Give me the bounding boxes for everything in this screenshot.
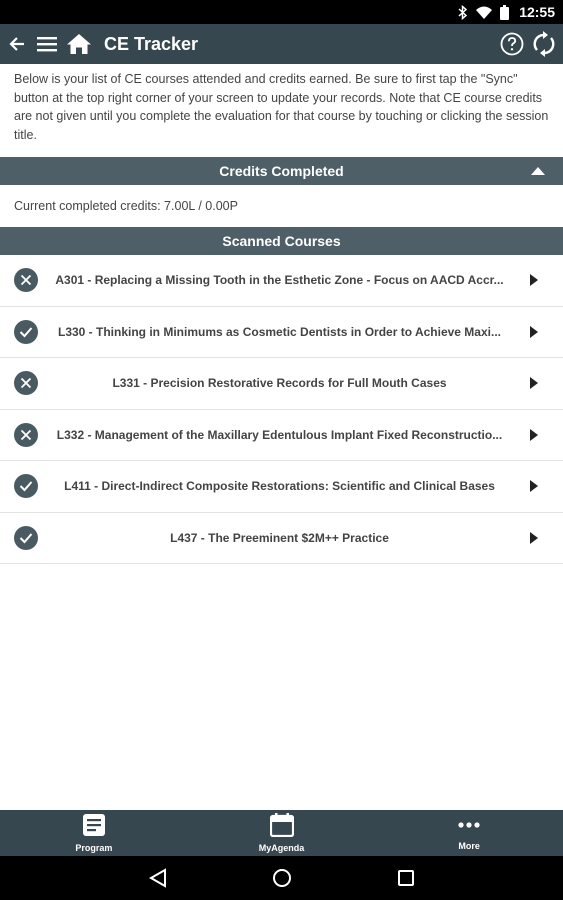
course-row[interactable] (0, 358, 563, 410)
credits-completed-title: Credits Completed (219, 163, 344, 179)
x-circle-icon (14, 268, 38, 292)
calendar-icon (270, 813, 294, 842)
system-recents-icon[interactable] (391, 863, 421, 893)
course-title: L411 - Direct-Indirect Composite Restorations: Scientific and Clinical Bases (64, 479, 495, 494)
status-bar (0, 0, 563, 24)
course-title: L437 - The Preeminent $2M++ Practice (170, 530, 389, 545)
course-row[interactable] (0, 410, 563, 462)
nav-label: Program (75, 843, 113, 853)
sync-icon[interactable] (529, 24, 559, 64)
course-row[interactable] (0, 513, 563, 565)
course-list (0, 255, 563, 564)
home-icon[interactable] (62, 24, 96, 64)
nav-myagenda[interactable] (188, 810, 376, 856)
check-circle-icon (14, 526, 38, 550)
bottom-nav (0, 810, 563, 856)
current-credits-text: Current completed credits: 7.00L / 0.00P (14, 199, 238, 213)
collapse-arrow-icon[interactable] (531, 157, 545, 185)
chevron-right-icon (519, 274, 549, 286)
course-title: A301 - Replacing a Missing Tooth in the Esthetic Zone - Focus on AACD Accr... (55, 273, 504, 288)
course-row[interactable] (0, 307, 563, 359)
chevron-right-icon (519, 377, 549, 389)
nav-program[interactable] (0, 810, 188, 856)
nav-label: MyAgenda (258, 843, 305, 853)
check-circle-icon (14, 320, 38, 344)
hamburger-menu-icon[interactable] (32, 24, 62, 64)
back-arrow-icon[interactable] (2, 24, 32, 64)
system-home-icon[interactable] (267, 863, 297, 893)
intro-text: Below is your list of CE courses attended and credits earned. Be sure to first tap the "Sync" button at the top right corner of your screen to update your records. Note that CE course credits are not given until you complete the evaluation for that course by touching or clicking the session title. (14, 72, 549, 142)
x-circle-icon (14, 423, 38, 447)
nav-label: More (458, 841, 480, 851)
program-icon (82, 813, 106, 842)
wifi-icon (476, 6, 492, 19)
nav-more[interactable] (375, 810, 563, 856)
system-back-icon[interactable] (143, 863, 173, 893)
scanned-courses-title: Scanned Courses (222, 233, 341, 249)
status-time: 12:55 (519, 4, 555, 20)
x-circle-icon (14, 371, 38, 395)
chevron-right-icon (519, 429, 549, 441)
course-row[interactable] (0, 255, 563, 307)
course-title: L331 - Precision Restorative Records for Full Mouth Cases (112, 376, 447, 391)
help-icon[interactable] (497, 24, 527, 64)
app-bar (0, 24, 563, 64)
check-circle-icon (14, 474, 38, 498)
scanned-courses-header (0, 227, 563, 255)
more-dots-icon (457, 815, 481, 840)
course-title: L332 - Management of the Maxillary Edentulous Implant Fixed Reconstructio... (56, 427, 503, 442)
chevron-right-icon (519, 532, 549, 544)
chevron-right-icon (519, 326, 549, 338)
credits-completed-header[interactable] (0, 157, 563, 185)
bluetooth-icon (458, 5, 468, 20)
chevron-right-icon (519, 480, 549, 492)
course-title: L330 - Thinking in Minimums as Cosmetic Dentists in Order to Achieve Maxi... (58, 324, 501, 339)
system-nav-bar (0, 856, 563, 900)
course-row[interactable] (0, 461, 563, 513)
page-title: CE Tracker (104, 33, 199, 54)
battery-icon (500, 5, 509, 20)
